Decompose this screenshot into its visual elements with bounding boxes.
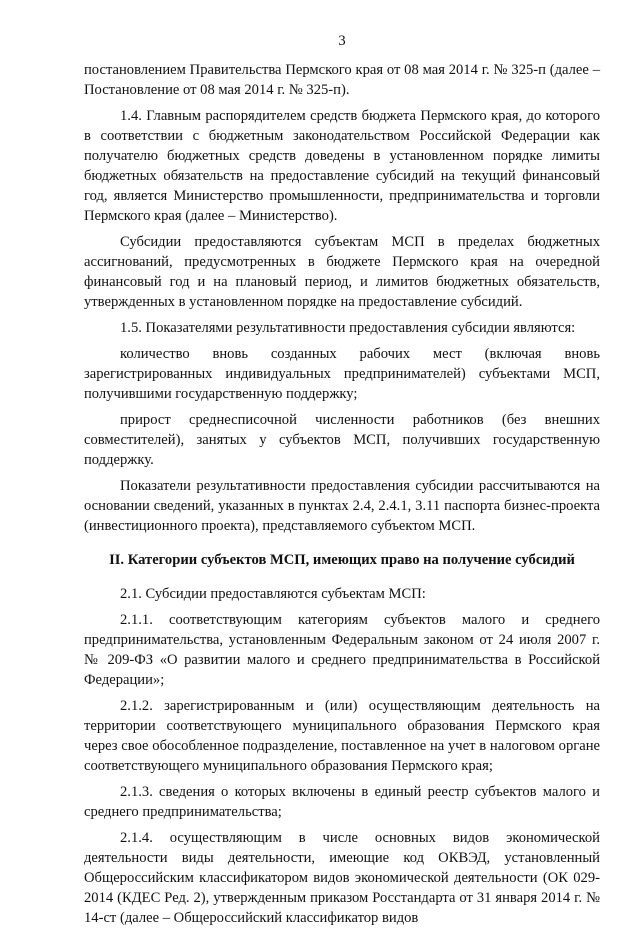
paragraph-indicators-calculation: Показатели результативности предоставления субсидии рассчитываются на основании сведений, указанных в пунктах 2.4, 2.4.1, 3.11 паспорта бизнес-проекта (инвестиционного проекта), представляемого субъектом МСП. [84,478,600,534]
paragraph-indicator-jobs: количество вновь созданных рабочих мест (включая вновь зарегистрированных индивидуальных предпринимателей) субъектами МСП, получившими государственную поддержку; [84,346,600,402]
paragraph-2-1: 2.1. Субсидии предоставляются субъектам МСП: [120,586,426,602]
section-heading: II. Категории субъектов МСП, имеющих право на получение субсидий [109,552,575,568]
paragraph-2-1-3: 2.1.3. сведения о которых включены в единый реестр субъектов малого и среднего предпринимательства; [84,784,600,820]
paragraph-1-5: 1.5. Показателями результативности предоставления субсидии являются: [120,320,576,336]
paragraph-indicator-headcount: прирост среднесписочной численности работников (без внешних совместителей), занятых у субъектов МСП, получивших государственную поддержку. [84,412,600,468]
paragraph-continuation: постановлением Правительства Пермского края от 08 мая 2014 г. № 325-п (далее – Постановление от 08 мая 2014 г. № 325-п). [84,62,600,98]
paragraph-subsidies-limits: Субсидии предоставляются субъектам МСП в пределах бюджетных ассигнований, предусмотренных в бюджете Пермского края на очередной финансовый год и на плановый период, и лимитов бюджетных обязательств, утвержденных в установленном порядке на предоставление субсидий. [84,234,600,310]
paragraph-2-1-1: 2.1.1. соответствующим категориям субъектов малого и среднего предпринимательства, установленным Федеральным законом от 24 июля 2007 г. № 209-ФЗ «О развитии малого и среднего предпринимательства в Российской Федерации»; [84,612,600,688]
paragraph-1-4: 1.4. Главным распорядителем средств бюджета Пермского края, до которого в соответствии с бюджетным законодательством Российской Федерации как получателю бюджетных средств доведены в установленном порядке лимиты бюджетных обязательств на предоставление субсидий на текущий финансовый год, является Министерство промышленности, предпринимательства и торговли Пермского края (далее – Министерство). [84,108,600,224]
paragraph-2-1-2: 2.1.2. зарегистрированным и (или) осуществляющим деятельность на территории соответствующего муниципального образования Пермского края через свое обособленное подразделение, поставленное на учет в налоговом органе соответствующего муниципального образования Пермского края; [84,698,600,774]
paragraph-2-1-4: 2.1.4. осуществляющим в числе основных видов экономической деятельности виды деятельности, имеющие код ОКВЭД, установленный Общероссийским классификатором видов экономической деятельности (ОК 029-2014 (КДЕС Ред. 2), утвержденным приказом Росстандарта от 31 января 2014 г. № 14-ст (далее – Общероссийский классификатор видов [84,830,600,926]
page-number: 3 [338,33,346,49]
